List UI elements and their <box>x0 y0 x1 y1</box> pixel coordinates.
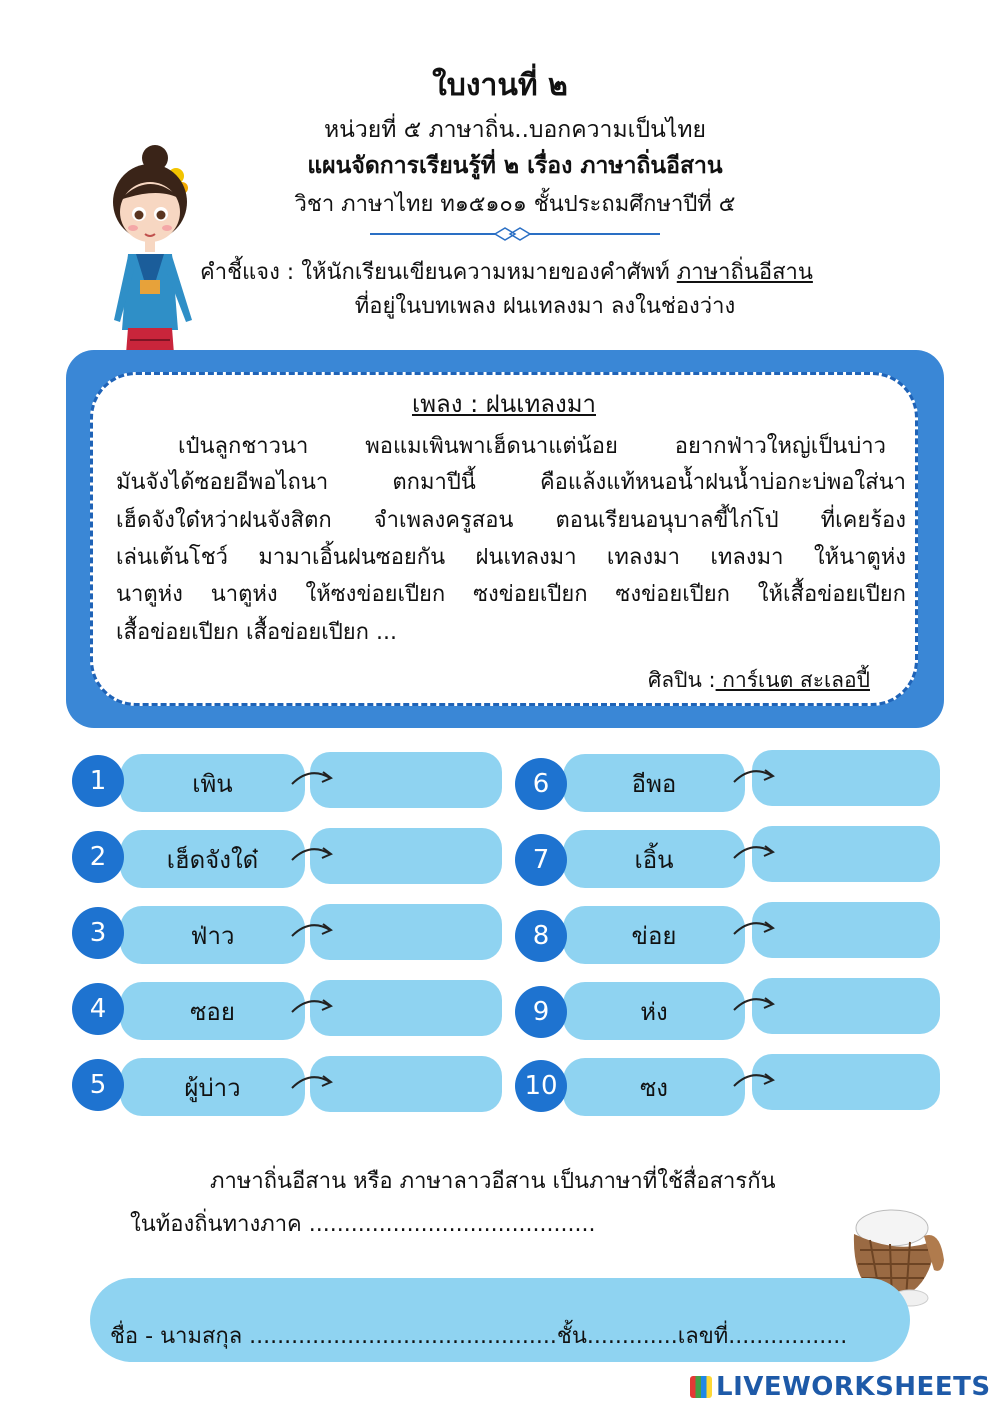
item-number: 5 <box>72 1059 124 1111</box>
vocab-word: ซอย <box>120 982 305 1040</box>
item-number: 7 <box>515 834 567 886</box>
instruction-line-2: ที่อยู่ในบทเพลง ฝนเทลงมา ลงในช่องว่าง <box>354 294 736 319</box>
instruction-label: คำชี้แจง : ให้นักเรียนเขียนความหมายของคำศัพท์ <box>200 260 677 285</box>
unit-heading: หน่วยที่ ๕ ภาษาถิ่น..บอกความเป็นไทย <box>324 117 706 143</box>
answer-field[interactable] <box>752 750 940 806</box>
answer-field[interactable] <box>752 978 940 1034</box>
arrow-icon <box>732 916 778 938</box>
arrow-icon <box>732 992 778 1014</box>
answer-field[interactable] <box>310 752 502 808</box>
lyric-line: เฮ็ดจังใด๋หว่าฝนจังสิตก จำเพลงครูสอน ตอนเรียนอนุบาลขี้ไก่โป่ ที่เคยร้อง <box>116 508 906 533</box>
answer-field[interactable] <box>752 902 940 958</box>
arrow-icon <box>290 766 336 788</box>
item-number: 4 <box>72 983 124 1035</box>
answer-field[interactable] <box>752 1054 940 1110</box>
vocab-word: เอิ้น <box>563 830 745 888</box>
region-question-line-2[interactable]: ในท้องถิ่นทางภาค ......................................... <box>130 1212 596 1237</box>
instruction-line-1 <box>200 254 920 289</box>
song-title: เพลง : ฝนเทลงมา <box>411 390 596 418</box>
region-question-line-1: ภาษาถิ่นอีสาน หรือ ภาษาลาวอีสาน เป็นภาษาที่ใช้สื่อสารกัน <box>210 1169 776 1194</box>
lyric-line: มันจังได้ซอยอีพอไถนา ตกมาปีนี้ คือแล้งแท้หนอน้ำฝนน้ำบ่อกะบ่พอใส่นา <box>116 470 906 495</box>
vocab-word: ข่อย <box>563 906 745 964</box>
arrow-icon <box>732 764 778 786</box>
subject-heading: วิชา ภาษาไทย ท๑๕๑๐๑ ชั้นประถมศึกษาปีที่ ๕ <box>294 192 736 217</box>
answer-field[interactable] <box>752 826 940 882</box>
lyric-line: นาตูห่ง นาตูห่ง ให้ซงข่อยเปียก ซงข่อยเปียก ซงข่อยเปียก ให้เสื้อข่อยเปียก <box>116 582 906 607</box>
answer-field[interactable] <box>310 980 502 1036</box>
arrow-icon <box>290 842 336 864</box>
artist-label: ศิลปิน : <box>647 668 716 692</box>
item-number: 1 <box>72 755 124 807</box>
worksheet-title: ใบงานที่ ๒ <box>432 68 568 103</box>
arrow-icon <box>290 1070 336 1092</box>
lyric-line: เล่นเต้นโชว์ มามาเอิ้นฝนซอยกัน ฝนเทลงมา เทลงมา เทลงมา ให้นาตูห่ง <box>116 545 906 570</box>
song-artist <box>560 664 870 697</box>
lyric-line: เป๋นลูกชาวนา พอแมเพินพาเฮ็ดนาแต่น้อย อยากฟ่าวใหญ่เป็นบ่าว <box>178 434 886 459</box>
logo-mark-icon <box>690 1376 712 1398</box>
arrow-icon <box>732 1068 778 1090</box>
vocab-word: ฟ่าว <box>120 906 305 964</box>
answer-field[interactable] <box>310 828 502 884</box>
answer-field[interactable] <box>310 1056 502 1112</box>
item-number: 8 <box>515 910 567 962</box>
ornament-divider <box>370 226 660 242</box>
answer-field[interactable] <box>310 904 502 960</box>
lesson-plan-heading: แผนจัดการเรียนรู้ที่ ๒ เรื่อง ภาษาถิ่นอีสาน <box>307 153 723 179</box>
vocab-word: อีพอ <box>563 754 745 812</box>
vocab-word: เฮ็ดจังใด๋ <box>120 830 305 888</box>
item-number: 6 <box>515 758 567 810</box>
item-number: 10 <box>515 1060 567 1112</box>
item-number: 9 <box>515 986 567 1038</box>
vocab-word: ผู้บ่าว <box>120 1058 305 1116</box>
watermark-text: LIVEWORKSHEETS <box>716 1372 991 1402</box>
vocab-word: เพิน <box>120 754 305 812</box>
vocab-word: ห่ง <box>563 982 745 1040</box>
student-info-fields[interactable]: ชื่อ - นามสกุล ............................................ชั้น.............เลขที่................. <box>110 1324 848 1349</box>
arrow-icon <box>290 994 336 1016</box>
liveworksheets-logo <box>690 1372 991 1402</box>
artist-name: การ์เนต สะเลอปี้ <box>715 668 870 692</box>
item-number: 3 <box>72 907 124 959</box>
vocab-word: ซง <box>563 1058 745 1116</box>
instruction-highlight: ภาษาถิ่นอีสาน <box>676 260 813 285</box>
lyric-line: เสื้อข่อยเปียก เสื้อข่อยเปียก ... <box>116 620 397 645</box>
arrow-icon <box>732 840 778 862</box>
item-number: 2 <box>72 831 124 883</box>
arrow-icon <box>290 918 336 940</box>
